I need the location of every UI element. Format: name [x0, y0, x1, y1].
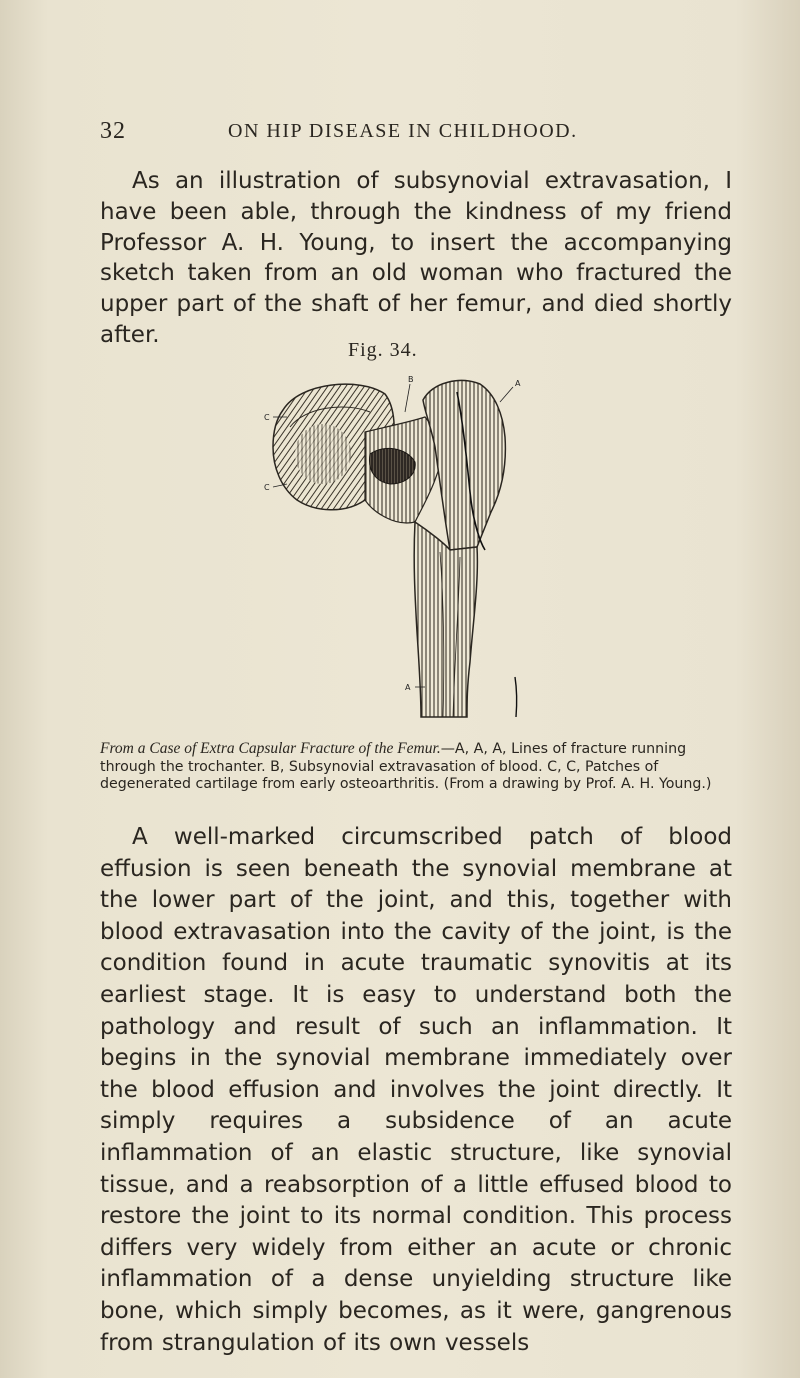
- running-head: ON HIP DISEASE IN CHILDHOOD.: [228, 120, 578, 142]
- label-a-top: A: [515, 379, 521, 388]
- caption-title: From a Case of Extra Capsular Fracture of the Femur.: [100, 740, 441, 757]
- label-b: B: [408, 375, 414, 384]
- label-c-middle: C: [264, 483, 270, 492]
- caption-body: —A, A, A, Lines of fracture running through the trochanter. B, Subsynovial extravasation of blood. C, C, Patches of degenerated cartilage from early osteoarthritis. (From a drawing by Prof. A. H. Young.): [100, 741, 712, 792]
- figure-label: Fig. 34.: [348, 339, 418, 361]
- intro-paragraph: As an illustration of subsynovial extravasation, I have been able, through the kindness of my friend Professor A. H. Young, to insert the accompanying sketch taken from an old woman who fractured the upper part of the shaft of her femur, and died shortly after.: [100, 168, 732, 348]
- label-a-bottom: A: [405, 683, 411, 692]
- figure-caption: [100, 740, 730, 794]
- fracture-line-lower: [515, 677, 517, 717]
- femoral-shaft: [414, 522, 477, 717]
- label-c-top: C: [264, 413, 270, 422]
- page-number: 32: [100, 118, 126, 144]
- page-header: [100, 118, 720, 148]
- femur-illustration: [245, 372, 545, 722]
- main-paragraph: A well-marked circumscribed patch of blood effusion is seen beneath the synovial membrane at the lower part of the joint, and this, together with blood extravasation into the cavity of the joint, is the condition found in acute traumatic synovitis at its earliest stage. It is easy to understand both the pathology and result of such an inflammation. It begins in the synovial membrane immediately over the blood effusion and involves the joint directly. It simply requires a subsidence of an acute inflammation of an elastic structure, like synovial tissue, and a reabsorption of a little effused blood to restore the joint to its normal condition. This process differs very widely from either an acute or chronic inflammation of a dense unyielding structure like bone, which simply becomes, as it were, gangrenous from strangulation of its own vessels: [100, 824, 732, 1356]
